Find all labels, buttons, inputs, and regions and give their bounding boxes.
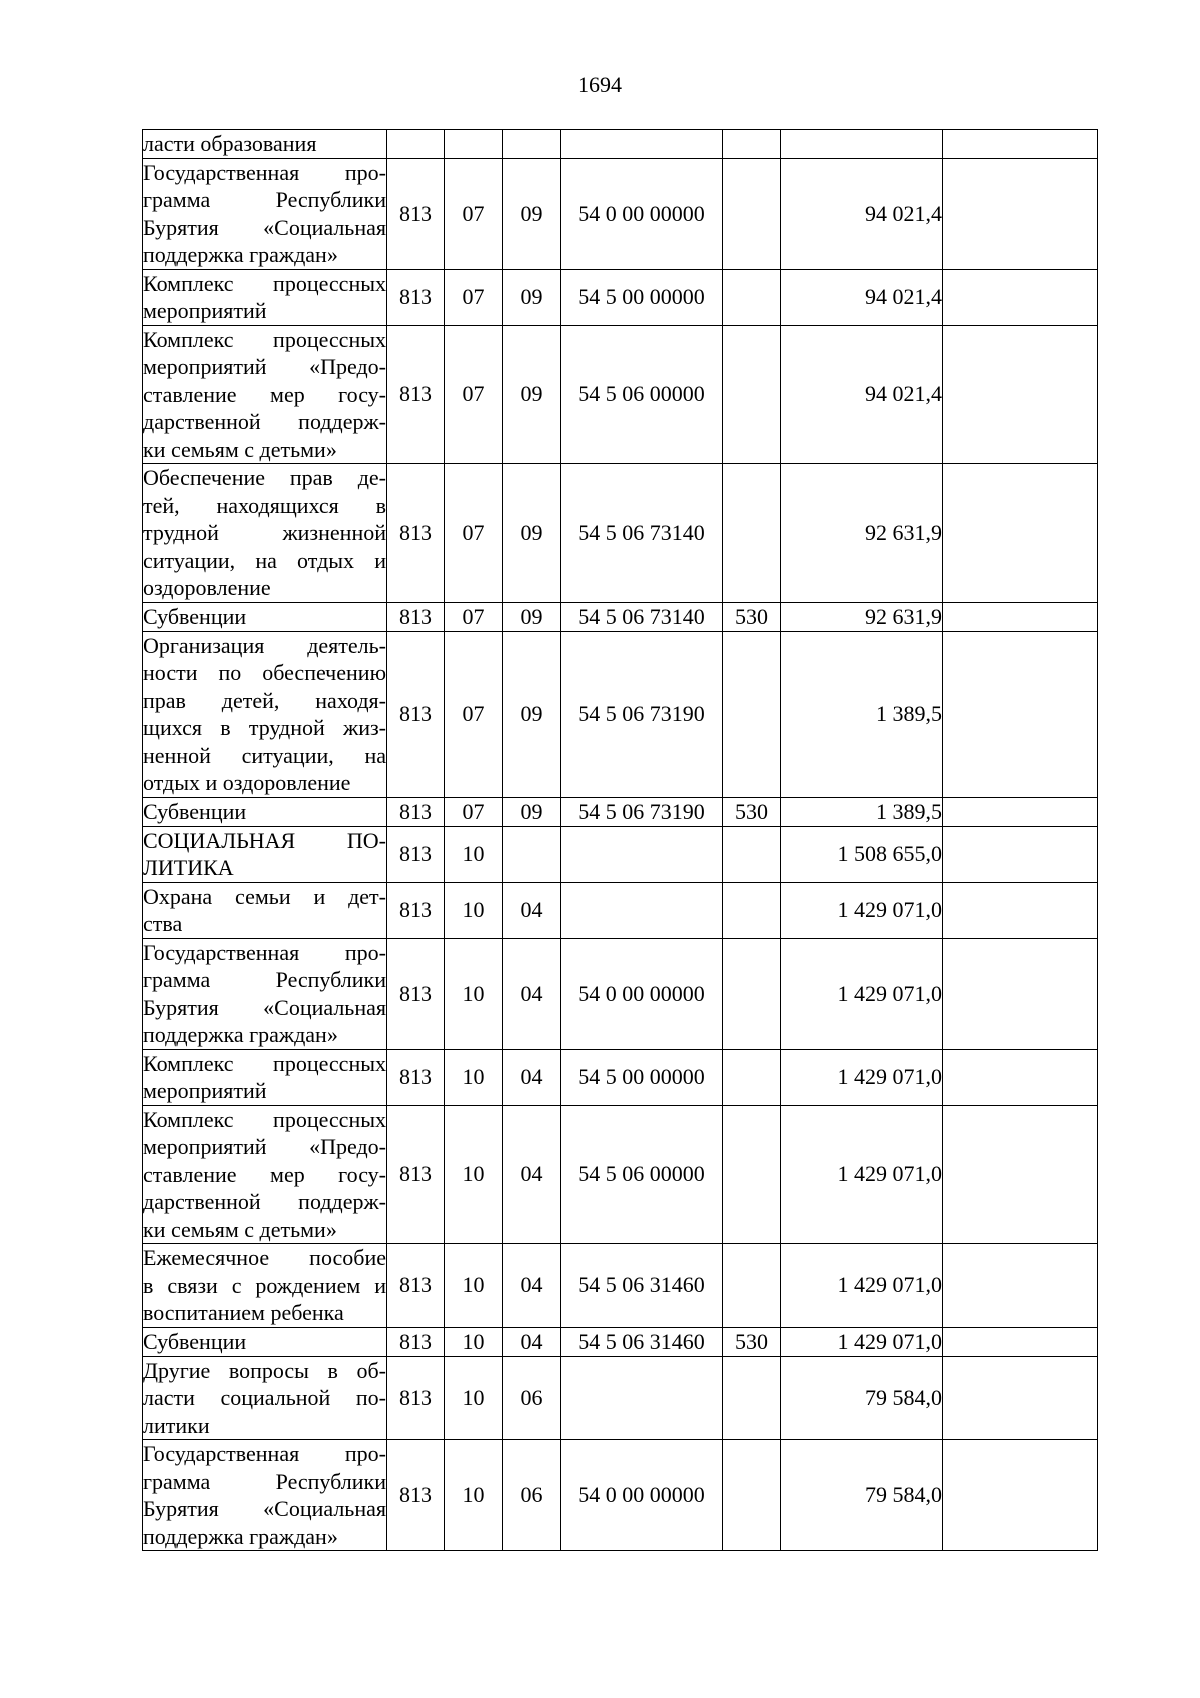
item-name-line: Государственная про- — [143, 939, 386, 965]
subsection-code-cell: 06 — [503, 1356, 561, 1440]
amount-cell: 1 389,5 — [781, 631, 943, 797]
target-article-cell — [561, 1356, 723, 1440]
ved-code-cell: 813 — [387, 1244, 445, 1328]
expense-type-cell — [723, 882, 781, 938]
item-name-line: ки семьям с детьми» — [143, 436, 337, 462]
amount-cell: 94 021,4 — [781, 269, 943, 325]
item-name-cell — [143, 130, 387, 159]
item-name-line: Другие вопросы в об- — [143, 1357, 386, 1383]
item-name-cell — [143, 631, 387, 797]
item-name-line: ности по обеспечению — [143, 660, 386, 685]
item-name-line: Организация деятель- — [143, 632, 386, 658]
ved-code-cell: 813 — [387, 269, 445, 325]
expense-type-cell: 530 — [723, 602, 781, 631]
section-code-cell: 10 — [445, 826, 503, 882]
ved-code-cell: 813 — [387, 1356, 445, 1440]
target-article-cell — [561, 130, 723, 159]
ved-code-cell: 813 — [387, 325, 445, 464]
section-code-cell: 07 — [445, 464, 503, 603]
page-number: 1694 — [578, 72, 622, 97]
item-name-line: Субвенции — [143, 603, 247, 629]
item-name-cell — [143, 938, 387, 1049]
item-name-line: Субвенции — [143, 798, 247, 824]
extra-cell — [943, 1440, 1098, 1551]
amount-cell: 1 429 071,0 — [781, 1327, 943, 1356]
extra-cell — [943, 1356, 1098, 1440]
amount-cell: 92 631,9 — [781, 464, 943, 603]
ved-code-cell: 813 — [387, 1105, 445, 1244]
ved-code-cell — [387, 130, 445, 159]
item-name-line: Бурятия «Социальная — [143, 214, 386, 240]
table-row — [143, 1105, 1098, 1244]
item-name-line: ласти образования — [143, 131, 317, 156]
item-name-line: мероприятий «Предо- — [143, 354, 386, 379]
item-name-line: мероприятий — [143, 1078, 267, 1103]
expense-type-cell — [723, 938, 781, 1049]
table-row — [143, 938, 1098, 1049]
item-name-line: Субвенции — [143, 1328, 247, 1354]
subsection-code-cell: 09 — [503, 269, 561, 325]
expense-type-cell — [723, 1356, 781, 1440]
item-name-line: отдых и оздоровление — [143, 770, 351, 795]
item-name-line: Комплекс процессных — [143, 1050, 386, 1076]
expense-type-cell — [723, 158, 781, 269]
item-name-line: Комплекс процессных — [143, 1106, 386, 1132]
table-row — [143, 826, 1098, 882]
item-name-line: Обеспечение прав де- — [143, 465, 386, 490]
item-name-line: СОЦИАЛЬНАЯ ПО- — [143, 827, 386, 853]
item-name-line: воспитанием ребенка — [143, 1300, 344, 1325]
expense-type-cell — [723, 464, 781, 603]
expense-type-cell — [723, 1440, 781, 1551]
item-name-line: ставление мер госу- — [143, 381, 386, 407]
target-article-cell: 54 5 06 31460 — [561, 1327, 723, 1356]
item-name-cell — [143, 464, 387, 603]
item-name-cell — [143, 797, 387, 826]
amount-cell: 79 584,0 — [781, 1356, 943, 1440]
amount-cell: 1 429 071,0 — [781, 1105, 943, 1244]
item-name-cell — [143, 826, 387, 882]
subsection-code-cell: 09 — [503, 158, 561, 269]
subsection-code-cell — [503, 130, 561, 159]
table-row — [143, 1356, 1098, 1440]
item-name-line: тей, находящихся в — [143, 492, 386, 518]
extra-cell — [943, 826, 1098, 882]
extra-cell — [943, 269, 1098, 325]
subsection-code-cell: 09 — [503, 631, 561, 797]
subsection-code-cell: 09 — [503, 464, 561, 603]
extra-cell — [943, 1105, 1098, 1244]
section-code-cell: 10 — [445, 1244, 503, 1328]
item-name-line: ЛИТИКА — [143, 855, 234, 880]
target-article-cell: 54 0 00 00000 — [561, 1440, 723, 1551]
expense-type-cell — [723, 1105, 781, 1244]
amount-cell: 1 429 071,0 — [781, 1244, 943, 1328]
expense-type-cell — [723, 1244, 781, 1328]
extra-cell — [943, 938, 1098, 1049]
item-name-line: прав детей, находя- — [143, 687, 386, 713]
item-name-line: Бурятия «Социальная — [143, 994, 386, 1020]
target-article-cell: 54 5 06 00000 — [561, 1105, 723, 1244]
ved-code-cell: 813 — [387, 797, 445, 826]
item-name-line: Ежемесячное пособие — [143, 1245, 386, 1270]
amount-cell: 1 429 071,0 — [781, 1049, 943, 1105]
item-name-line: трудной жизненной — [143, 520, 386, 545]
item-name-line: щихся в трудной жиз- — [143, 715, 386, 740]
item-name-line: ласти социальной по- — [143, 1385, 386, 1410]
table-row — [143, 602, 1098, 631]
ved-code-cell: 813 — [387, 1049, 445, 1105]
target-article-cell: 54 5 06 73190 — [561, 797, 723, 826]
amount-cell: 79 584,0 — [781, 1440, 943, 1551]
extra-cell — [943, 1244, 1098, 1328]
item-name-line: грамма Республики — [143, 187, 386, 212]
section-code-cell: 10 — [445, 1356, 503, 1440]
table-row — [143, 130, 1098, 159]
table-row — [143, 1327, 1098, 1356]
subsection-code-cell: 04 — [503, 1244, 561, 1328]
amount-cell: 1 429 071,0 — [781, 882, 943, 938]
item-name-line: оздоровление — [143, 575, 271, 600]
ved-code-cell: 813 — [387, 826, 445, 882]
expense-type-cell — [723, 130, 781, 159]
section-code-cell: 07 — [445, 158, 503, 269]
expense-type-cell: 530 — [723, 797, 781, 826]
table-row — [143, 325, 1098, 464]
amount-cell: 1 508 655,0 — [781, 826, 943, 882]
ved-code-cell: 813 — [387, 938, 445, 1049]
table-row — [143, 269, 1098, 325]
subsection-code-cell: 04 — [503, 882, 561, 938]
expense-type-cell — [723, 269, 781, 325]
item-name-line: Комплекс процессных — [143, 326, 386, 352]
section-code-cell: 07 — [445, 269, 503, 325]
item-name-cell — [143, 1105, 387, 1244]
item-name-line: Государственная про- — [143, 159, 386, 185]
item-name-line: поддержка граждан» — [143, 1523, 338, 1549]
expense-type-cell — [723, 826, 781, 882]
subsection-code-cell — [503, 826, 561, 882]
item-name-cell — [143, 1327, 387, 1356]
ved-code-cell: 813 — [387, 158, 445, 269]
item-name-line: ства — [143, 911, 183, 936]
item-name-line: литики — [143, 1412, 210, 1438]
section-code-cell: 07 — [445, 602, 503, 631]
item-name-line: грамма Республики — [143, 1468, 386, 1494]
expense-type-cell — [723, 1049, 781, 1105]
item-name-line: дарственной поддерж- — [143, 1189, 386, 1214]
subsection-code-cell: 09 — [503, 602, 561, 631]
item-name-line: Комплекс процессных — [143, 270, 386, 296]
item-name-line: ставление мер госу- — [143, 1161, 386, 1187]
table-row — [143, 158, 1098, 269]
extra-cell — [943, 158, 1098, 269]
item-name-cell — [143, 269, 387, 325]
item-name-line: грамма Республики — [143, 967, 386, 992]
subsection-code-cell: 04 — [503, 1049, 561, 1105]
item-name-line: Государственная про- — [143, 1441, 386, 1466]
table-row — [143, 464, 1098, 603]
target-article-cell — [561, 882, 723, 938]
subsection-code-cell: 06 — [503, 1440, 561, 1551]
ved-code-cell: 813 — [387, 602, 445, 631]
ved-code-cell: 813 — [387, 631, 445, 797]
target-article-cell: 54 0 00 00000 — [561, 158, 723, 269]
amount-cell: 92 631,9 — [781, 602, 943, 631]
extra-cell — [943, 464, 1098, 603]
amount-cell: 1 429 071,0 — [781, 938, 943, 1049]
target-article-cell: 54 5 00 00000 — [561, 1049, 723, 1105]
section-code-cell: 10 — [445, 1440, 503, 1551]
section-code-cell — [445, 130, 503, 159]
section-code-cell: 10 — [445, 938, 503, 1049]
item-name-cell — [143, 325, 387, 464]
extra-cell — [943, 602, 1098, 631]
extra-cell — [943, 797, 1098, 826]
target-article-cell: 54 5 06 00000 — [561, 325, 723, 464]
target-article-cell: 54 5 00 00000 — [561, 269, 723, 325]
amount-cell: 94 021,4 — [781, 158, 943, 269]
section-code-cell: 10 — [445, 1049, 503, 1105]
target-article-cell: 54 5 06 73140 — [561, 464, 723, 603]
subsection-code-cell: 09 — [503, 325, 561, 464]
target-article-cell — [561, 826, 723, 882]
item-name-cell — [143, 1049, 387, 1105]
subsection-code-cell: 04 — [503, 938, 561, 1049]
subsection-code-cell: 04 — [503, 1327, 561, 1356]
item-name-line: ситуации, на отдых и — [143, 547, 386, 573]
section-code-cell: 10 — [445, 1327, 503, 1356]
item-name-line: ненной ситуации, на — [143, 742, 386, 768]
expense-type-cell — [723, 631, 781, 797]
ved-code-cell: 813 — [387, 1440, 445, 1551]
item-name-line: Бурятия «Социальная — [143, 1496, 386, 1521]
extra-cell — [943, 1327, 1098, 1356]
item-name-line: поддержка граждан» — [143, 1022, 338, 1047]
extra-cell — [943, 882, 1098, 938]
extra-cell — [943, 130, 1098, 159]
expense-type-cell: 530 — [723, 1327, 781, 1356]
amount-cell — [781, 130, 943, 159]
target-article-cell: 54 5 06 73190 — [561, 631, 723, 797]
section-code-cell: 10 — [445, 1105, 503, 1244]
extra-cell — [943, 325, 1098, 464]
section-code-cell: 07 — [445, 325, 503, 464]
item-name-cell — [143, 602, 387, 631]
item-name-line: Охрана семьи и дет- — [143, 883, 386, 909]
subsection-code-cell: 09 — [503, 797, 561, 826]
item-name-line: ки семьям с детьми» — [143, 1216, 337, 1242]
item-name-cell — [143, 1244, 387, 1328]
budget-table — [142, 129, 1098, 1551]
ved-code-cell: 813 — [387, 464, 445, 603]
item-name-cell — [143, 1356, 387, 1440]
section-code-cell: 07 — [445, 797, 503, 826]
item-name-cell — [143, 158, 387, 269]
item-name-cell — [143, 882, 387, 938]
target-article-cell: 54 0 00 00000 — [561, 938, 723, 1049]
item-name-line: дарственной поддерж- — [143, 409, 386, 434]
table-row — [143, 631, 1098, 797]
table-row — [143, 882, 1098, 938]
item-name-cell — [143, 1440, 387, 1551]
table-row — [143, 1049, 1098, 1105]
ved-code-cell: 813 — [387, 1327, 445, 1356]
item-name-line: мероприятий «Предо- — [143, 1134, 386, 1159]
extra-cell — [943, 1049, 1098, 1105]
table-row — [143, 1440, 1098, 1551]
item-name-line: мероприятий — [143, 298, 267, 323]
amount-cell: 94 021,4 — [781, 325, 943, 464]
expense-type-cell — [723, 325, 781, 464]
amount-cell: 1 389,5 — [781, 797, 943, 826]
item-name-line: в связи с рождением и — [143, 1272, 386, 1298]
section-code-cell: 07 — [445, 631, 503, 797]
table-row — [143, 797, 1098, 826]
extra-cell — [943, 631, 1098, 797]
table-row — [143, 1244, 1098, 1328]
target-article-cell: 54 5 06 73140 — [561, 602, 723, 631]
section-code-cell: 10 — [445, 882, 503, 938]
target-article-cell: 54 5 06 31460 — [561, 1244, 723, 1328]
item-name-line: поддержка граждан» — [143, 242, 338, 267]
subsection-code-cell: 04 — [503, 1105, 561, 1244]
ved-code-cell: 813 — [387, 882, 445, 938]
